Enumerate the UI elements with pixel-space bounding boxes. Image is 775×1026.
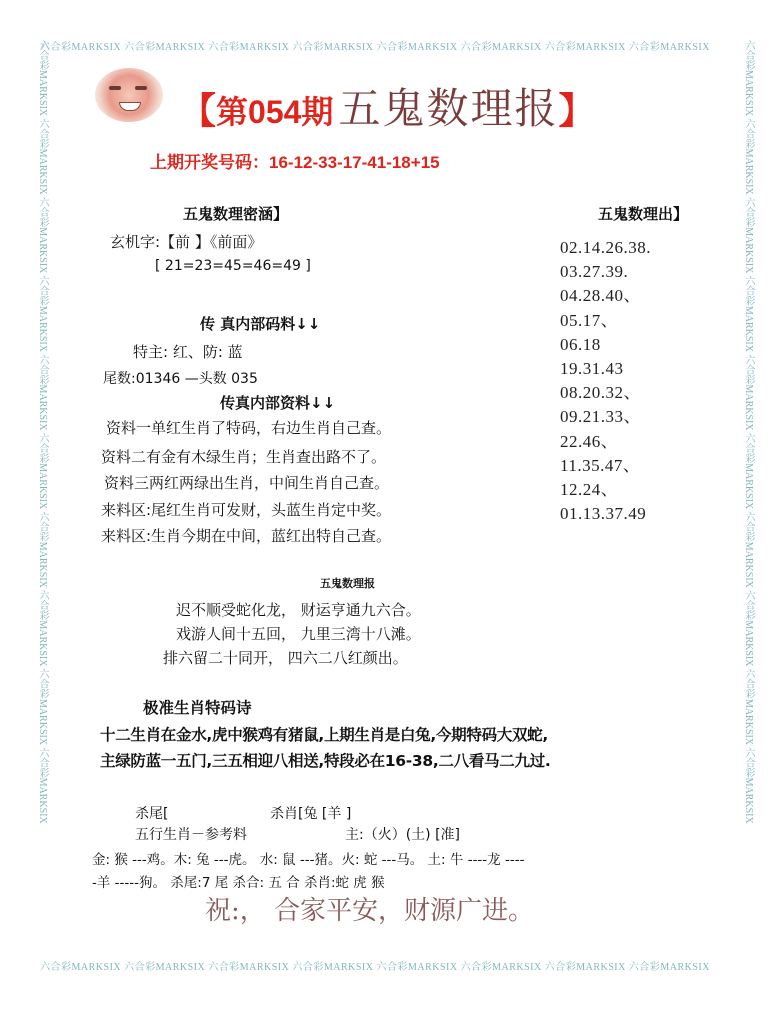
number-group: 04.28.40、: [560, 286, 641, 306]
number-group: 22.46、: [560, 431, 619, 451]
data-line: 资料二有金有木绿生肖；生肖查出路不了。: [101, 448, 387, 466]
left-border-watermark: 六合彩MARKSIX 六合彩MARKSIX 六合彩MARKSIX 六合彩MARKSIX 六合彩MARKSIX 六合彩MARKSIX 六合彩MARKSIX 六合彩MARKSIX 六合彩MARKSIX 六合彩MARKSIX: [37, 40, 48, 824]
right-section-title: 五鬼数理出】: [598, 205, 689, 223]
mascot-face-image: [95, 68, 163, 122]
number-group: 08.20.32、: [560, 383, 641, 403]
number-group: 05.17、: [560, 310, 619, 330]
number-group: 11.35.47、: [560, 455, 641, 475]
issue-number: 第054期: [216, 94, 334, 130]
five-elements-label: 五行生肖－参考料: [135, 827, 247, 843]
number-list: [560, 236, 651, 526]
poem-title: 五鬼数理报: [320, 577, 375, 590]
fax-data-title: 传真内部资料↓↓: [220, 394, 336, 412]
top-border-watermark: 六合彩MARKSIX 六合彩MARKSIX 六合彩MARKSIX 六合彩MARKSIX 六合彩MARKSIX 六合彩MARKSIX 六合彩MARKSIX 六合彩MARKSIX: [40, 42, 710, 52]
data-line: 来料区:生肖今期在中间，蓝红出特自己查。: [101, 527, 392, 545]
data-line: 资料三两红两绿出生肖，中间生肖自己查。: [104, 474, 390, 492]
poem-line: 排六留二十同开， 四六二八红颜出。: [163, 649, 408, 667]
poem-line: 迟不顺受蛇化龙， 财运亨通九六合。: [176, 601, 421, 619]
kill-zodiac: 杀肖[兔 [羊 ]: [270, 806, 352, 822]
elements-line: 金: 猴 ---鸡。木: 兔 ---虎。 水: 鼠 ---猪。火: 蛇 ---马。 土: 牛 ----龙 ----: [92, 852, 525, 868]
fax-code-title: 传 真内部码料↓↓: [200, 315, 321, 333]
number-group: 06.18: [560, 334, 601, 354]
mystery-word: 玄机字:【前 】《前面》: [110, 233, 263, 251]
zodiac-poem-line: 主绿防蓝一五门,三五相迎八相送,特段必在16-38,二八看马二九过.: [100, 752, 551, 770]
number-group: 02.14.26.38.: [560, 238, 651, 257]
blessing: 祝:， 合家平安，财源广进。: [205, 896, 535, 926]
right-border-watermark: 六合彩MARKSIX 六合彩MARKSIX 六合彩MARKSIX 六合彩MARKSIX 六合彩MARKSIX 六合彩MARKSIX 六合彩MARKSIX 六合彩MARKSIX 六合彩MARKSIX 六合彩MARKSIX: [743, 40, 754, 824]
last-draw-numbers: 16-12-33-17-41-18+15: [269, 153, 440, 172]
data-line: 资料一单红生肖了特码，右边生肖自己查。: [106, 419, 392, 437]
poem-line: 戏游人间十五回， 九里三湾十八滩。: [176, 625, 421, 643]
title-bracket-open: 【: [180, 91, 217, 132]
number-group: 19.31.43: [560, 359, 624, 379]
tail-head-numbers: 尾数:01346 —头数 035: [103, 371, 258, 387]
data-line: 来料区:尾红生肖可发财，头蓝生肖定中奖。: [101, 501, 392, 519]
special-main: 特主: 红、防: 蓝: [133, 343, 243, 361]
number-group: 03.27.39.: [560, 262, 629, 282]
number-group: 09.21.33、: [560, 407, 641, 427]
last-draw-label: 上期开奖号码：: [150, 153, 269, 173]
elements-line: -羊 -----狗。 杀尾:7 尾 杀合: 五 合 杀肖:蛇 虎 猴: [92, 875, 385, 891]
title-bracket-close: 】: [558, 91, 595, 132]
number-group: 12.24、: [560, 480, 619, 500]
last-draw: [150, 148, 440, 173]
bottom-border-watermark: 六合彩MARKSIX 六合彩MARKSIX 六合彩MARKSIX 六合彩MARKSIX 六合彩MARKSIX 六合彩MARKSIX 六合彩MARKSIX 六合彩MARKSIX: [40, 962, 710, 972]
page-title: [180, 76, 595, 136]
zodiac-poem-line: 十二生肖在金水,虎中猴鸡有猪鼠,上期生肖是白兔,今期特码大双蛇,: [100, 726, 548, 744]
mystery-numbers: [ 21=23=45=46=49 ]: [155, 258, 311, 274]
kill-tail: 杀尾[: [135, 806, 169, 822]
number-group: 01.13.37.49: [560, 504, 647, 524]
five-elements-main: 主:（火）(土) [准]: [345, 827, 461, 843]
zodiac-poem-title: 极准生肖特码诗: [143, 699, 252, 717]
paper-name: 五鬼数理报: [338, 84, 559, 133]
left-section-title: 五鬼数理密涵】: [183, 205, 289, 223]
